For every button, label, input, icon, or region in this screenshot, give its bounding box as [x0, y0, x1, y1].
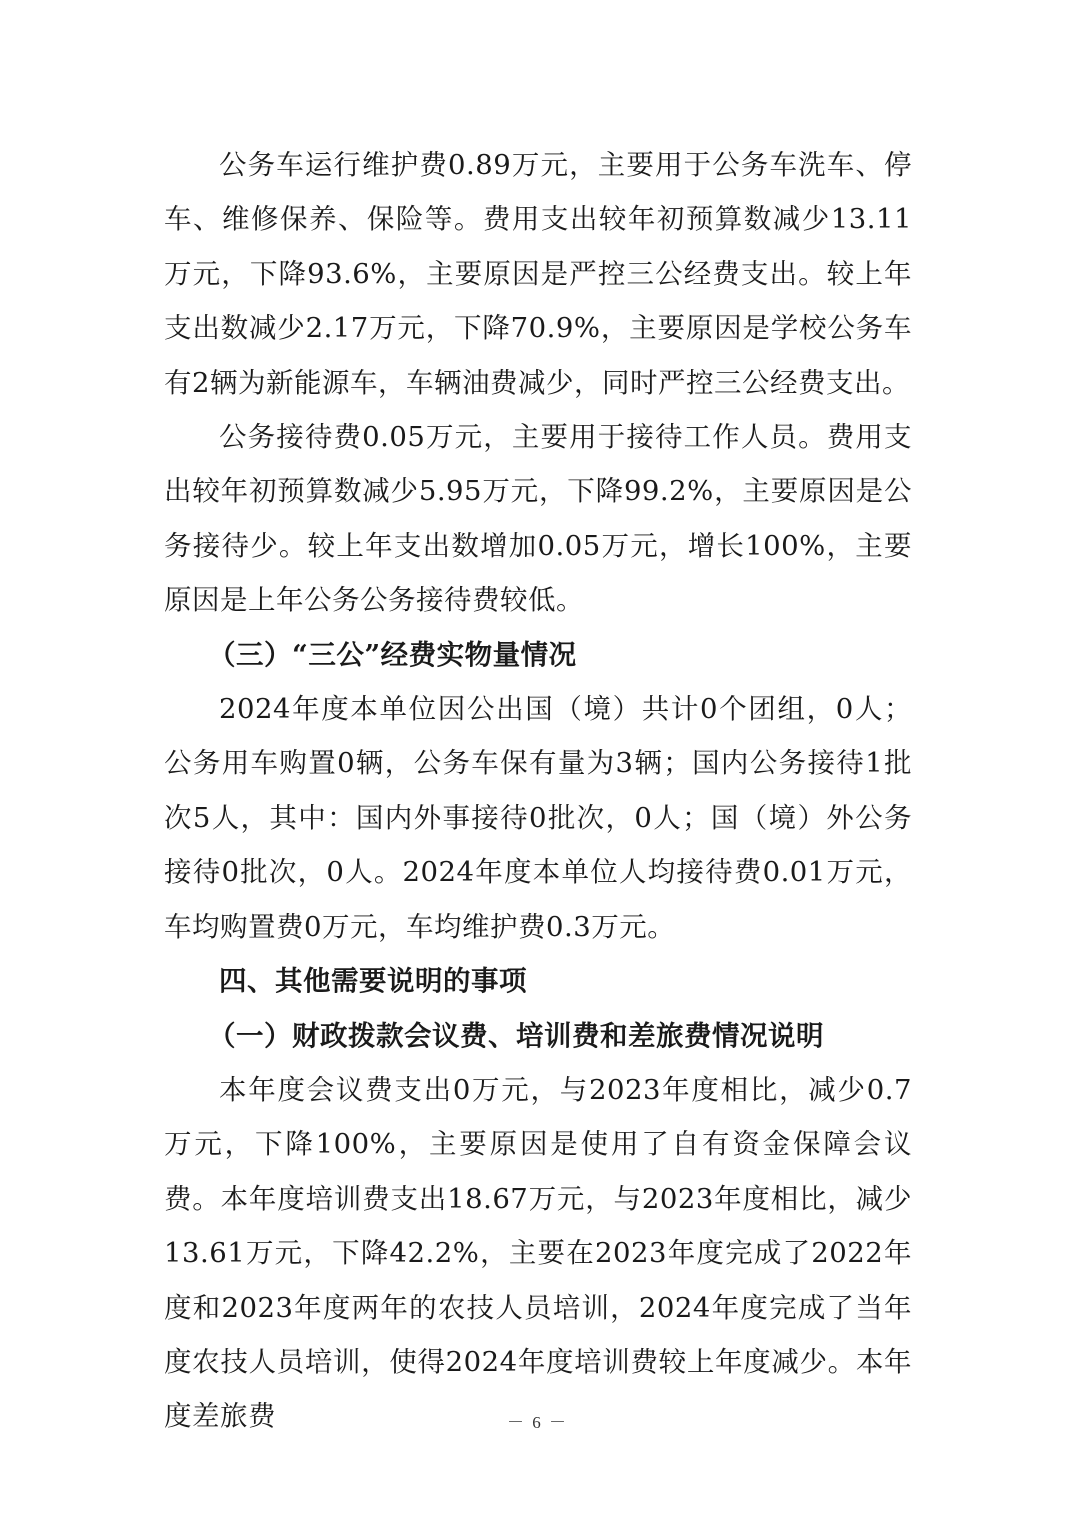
section-heading-three-public-physical: （三）“三公”经费实物量情况	[208, 638, 577, 671]
page-number: － 6 －	[507, 1413, 568, 1432]
paragraph-physical-quantity: 2024年度本单位因公出国（境）共计0个团组，0人；公务用车购置0辆，公务车保有量为3辆；国内公务接待1批次5人，其中：国内外事接待0批次，0人；国（境）外公务接待0批次，0人。2024年度本单位人均接待费0.01万元，车均购置费0万元，车均维护费0.3万元。	[164, 693, 912, 943]
paragraph-reception-expense: 公务接待费0.05万元，主要用于接待工作人员。费用支出较年初预算数减少5.95万元，下降99.2%，主要原因是公务接待少。较上年支出数增加0.05万元，增长100%，主要原因是上年公务公务接待费较低。	[164, 421, 912, 617]
paragraph-meeting-training-expense: 本年度会议费支出0万元，与2023年度相比，减少0.7万元，下降100%，主要原因是使用了自有资金保障会议费。本年度培训费支出18.67万元，与2023年度相比，减少13.61万元，下降42.2%，主要在2023年度完成了2022年度和2023年度两年的农技人员培训，2024年度完成了当年度农技人员培训，使得2024年度培训费较上年度减少。本年度差旅费	[164, 1073, 912, 1433]
section-heading-other-matters: 四、其他需要说明的事项	[219, 965, 527, 998]
section-heading-meeting-training-travel: （一）财政拨款会议费、培训费和差旅费情况说明	[208, 1019, 824, 1052]
document-body	[164, 138, 912, 1444]
paragraph-vehicle-maintenance: 公务车运行维护费0.89万元，主要用于公务车洗车、停车、维修保养、保险等。费用支出较年初预算数减少13.11万元，下降93.6%，主要原因是严控三公经费支出。较上年支出数减少2.17万元，下降70.9%，主要原因是学校公务车有2辆为新能源车，车辆油费减少，同时严控三公经费支出。	[164, 149, 912, 399]
